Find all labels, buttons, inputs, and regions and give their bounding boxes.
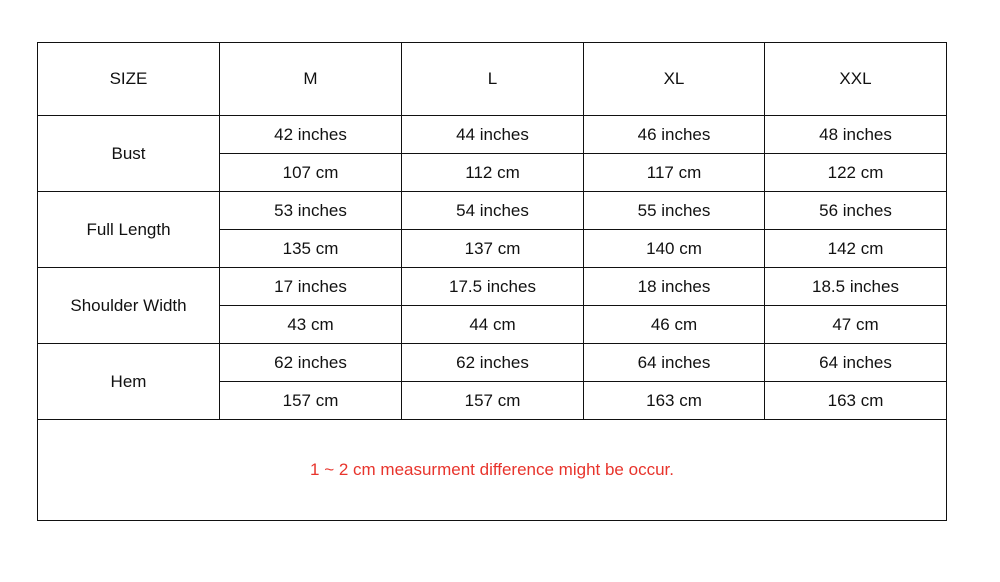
table-cell: 117 cm [584,154,765,192]
table-cell: 47 cm [765,306,947,344]
shoulder-width-inches-row [38,268,947,306]
table-cell: 17 inches [220,268,402,306]
row-label-bust: Bust [38,116,220,192]
table-cell: 46 cm [584,306,765,344]
size-header-l: L [402,43,584,116]
table-cell: 142 cm [765,230,947,268]
table-cell: 122 cm [765,154,947,192]
header-row [38,43,947,116]
table-cell: 64 inches [584,344,765,382]
size-header-xxl: XXL [765,43,947,116]
table-cell: 43 cm [220,306,402,344]
table-cell: 55 inches [584,192,765,230]
table-cell: 157 cm [402,382,584,420]
table-cell: 44 inches [402,116,584,154]
table-cell: 54 inches [402,192,584,230]
size-header-label: SIZE [38,43,220,116]
table-cell: 42 inches [220,116,402,154]
table-cell: 44 cm [402,306,584,344]
row-label-full-length: Full Length [38,192,220,268]
table-cell: 163 cm [765,382,947,420]
hem-inches-row [38,344,947,382]
table-cell: 48 inches [765,116,947,154]
table-cell: 163 cm [584,382,765,420]
bust-inches-row [38,116,947,154]
table-cell: 137 cm [402,230,584,268]
table-cell: 107 cm [220,154,402,192]
measurement-note: 1 ~ 2 cm measurment difference might be occur. [38,420,947,521]
size-header-m: M [220,43,402,116]
size-header-xl: XL [584,43,765,116]
table-cell: 157 cm [220,382,402,420]
table-cell: 17.5 inches [402,268,584,306]
table-cell: 62 inches [220,344,402,382]
note-row [38,420,947,521]
size-chart-table [37,42,947,521]
row-label-hem: Hem [38,344,220,420]
row-label-shoulder-width: Shoulder Width [38,268,220,344]
table-cell: 46 inches [584,116,765,154]
table-cell: 112 cm [402,154,584,192]
table-cell: 18 inches [584,268,765,306]
table-cell: 135 cm [220,230,402,268]
table-cell: 64 inches [765,344,947,382]
table-cell: 56 inches [765,192,947,230]
full-length-inches-row [38,192,947,230]
table-cell: 18.5 inches [765,268,947,306]
table-cell: 53 inches [220,192,402,230]
table-cell: 62 inches [402,344,584,382]
table-cell: 140 cm [584,230,765,268]
